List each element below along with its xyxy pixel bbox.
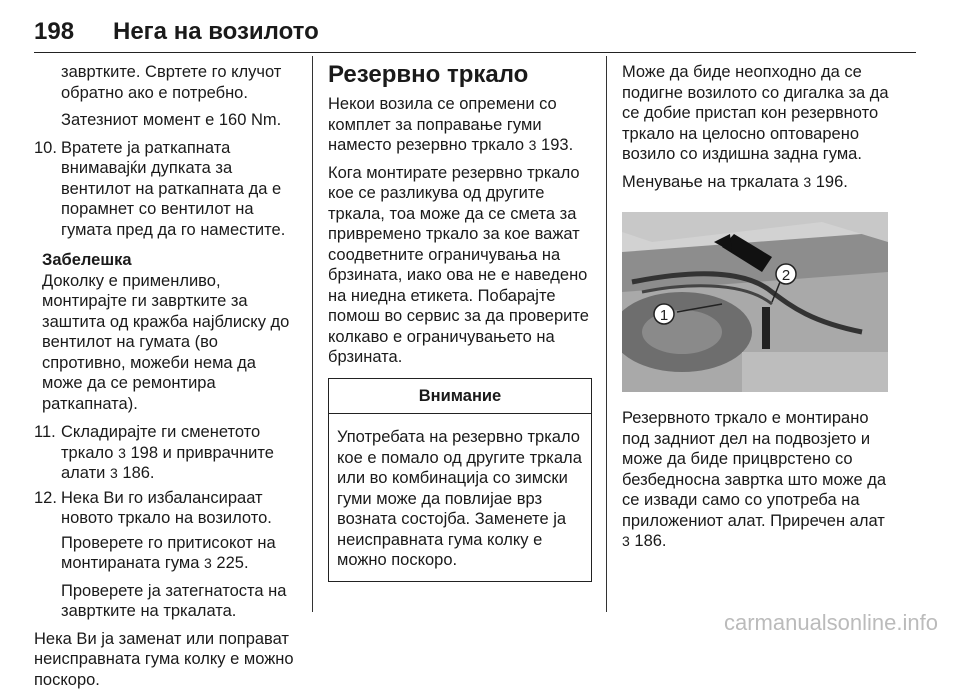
page-ref[interactable]: 225 bbox=[216, 554, 244, 572]
column-divider bbox=[312, 56, 313, 612]
column-middle bbox=[328, 62, 592, 582]
note-title: Забелешка bbox=[42, 251, 132, 269]
item-text: Вратете ја раткапната внимавајќи дупката за вентилот на раткапната да е порамнет со вентилот на гумата пред да го наместите. bbox=[61, 138, 286, 239]
spare-wheel-figure bbox=[622, 212, 888, 392]
item-number: 11. bbox=[34, 423, 56, 441]
item-text: Нека Ви го избалансираат новото тркало на возилото. bbox=[61, 488, 272, 527]
torque-text: Затезниот момент е 160 Nm. bbox=[61, 111, 282, 129]
column-divider bbox=[606, 56, 607, 612]
paragraph: Некои возила се опремени со комплет за поправање гуми наместо резервно тркало 3 193. bbox=[328, 95, 574, 154]
item-text: и приврачните алати bbox=[61, 443, 274, 482]
page-ref[interactable]: 198 bbox=[130, 443, 158, 462]
paragraph-text: Проверете го притисокот на монтираната гума bbox=[61, 533, 276, 572]
paragraph: завртките. Свртете го клучот обратно ако е потребно. bbox=[61, 63, 282, 102]
page-ref-icon: 3 bbox=[622, 533, 630, 549]
section-title: Нега на возилото bbox=[113, 18, 319, 45]
item-text: . bbox=[149, 464, 155, 482]
paragraph: Може да биде неопходно да се подигне возилото со дигалка за да се добие пристап кон резервното тркало на целосно оптоварено возило со издишна задна гума. bbox=[622, 63, 889, 163]
page-ref[interactable]: 196 bbox=[815, 172, 844, 191]
paragraph: Кога монтирате резервно тркало кое се разликува од другите тркала, тоа може да се смета за привремено тркало за кое важат соодветните ограничувања на брзината, иако ова не е наведено на ниедна етикета. Побарајте помош во сервис за да проверите колкаво е ограничувањето на брзината. bbox=[328, 163, 589, 366]
warning-title: Внимание bbox=[329, 379, 591, 415]
spare-wheel-illustration bbox=[622, 212, 888, 392]
page-number: 198 bbox=[34, 18, 75, 45]
section-heading: Резервно тркало bbox=[328, 61, 529, 88]
paragraph: Менување на тркалата 3 196. bbox=[622, 172, 848, 191]
item-text: Складирајте ги сменетото тркало bbox=[61, 423, 261, 462]
paragraph: Нека Ви ја заменат или поправат неисправната гума колку е можно поскоро. bbox=[34, 629, 294, 689]
page-ref[interactable]: 193 bbox=[541, 136, 569, 154]
paragraph-text: Менување на тркалата bbox=[622, 172, 799, 191]
column-right bbox=[622, 62, 890, 559]
paragraph: Проверете го притисокот на монтираната гума 3 225. bbox=[61, 533, 276, 572]
page-header bbox=[34, 12, 916, 53]
note-block bbox=[34, 250, 298, 414]
page-ref[interactable]: 186 bbox=[634, 532, 662, 550]
item-number: 10. bbox=[34, 138, 57, 157]
page-ref-icon: 3 bbox=[204, 555, 212, 571]
page-ref-icon: 3 bbox=[110, 465, 118, 481]
list-item bbox=[34, 422, 298, 484]
page-ref-icon: 3 bbox=[803, 173, 812, 190]
warning-text: Употребата на резервно тркало кое е помало од другите тркала или во комбинација со зимски гуми може да повлијае врз возната состојба. Заменете ја неисправната гума колку е можно поскоро. bbox=[337, 428, 582, 569]
warning-box bbox=[328, 378, 592, 582]
page-ref-icon: 3 bbox=[118, 444, 126, 461]
page-ref[interactable]: 186 bbox=[122, 464, 150, 482]
callout-1: 1 bbox=[659, 307, 669, 324]
paragraph: Резервното тркало е монтирано под задниот дел на подвозјето и може да биде прицврстено со безбедносна завртка што може да се извади само со употреба на приложениот алат. Приречен алат 3 186. bbox=[622, 409, 887, 550]
watermark: carmanualsonline.info bbox=[723, 610, 938, 635]
paragraph-text: Некои возила се опремени со комплет за поправање гуми наместо резервно тркало bbox=[328, 95, 557, 154]
paragraph-text: Резервното тркало е монтирано под задниот дел на подвозјето и може да биде прицврстено со безбедносна завртка што може да се извади само со употреба на приложениот алат. Приречен алат bbox=[622, 409, 887, 530]
note-text: Доколку е применливо, монтирајте ги завртките за заштита од кражба најблиску до вентилот на гумата (во спротивно, можеби нема да може да се ремонтира раткапната). bbox=[42, 271, 290, 413]
paragraph: Проверете ја затегнатоста на завртките на тркалата. bbox=[61, 581, 287, 620]
page-ref-icon: 3 bbox=[528, 137, 537, 153]
list-item bbox=[34, 488, 298, 529]
column-left bbox=[34, 62, 298, 697]
callout-2: 2 bbox=[781, 267, 791, 284]
list-item bbox=[34, 138, 298, 241]
item-number: 12. bbox=[34, 488, 57, 507]
